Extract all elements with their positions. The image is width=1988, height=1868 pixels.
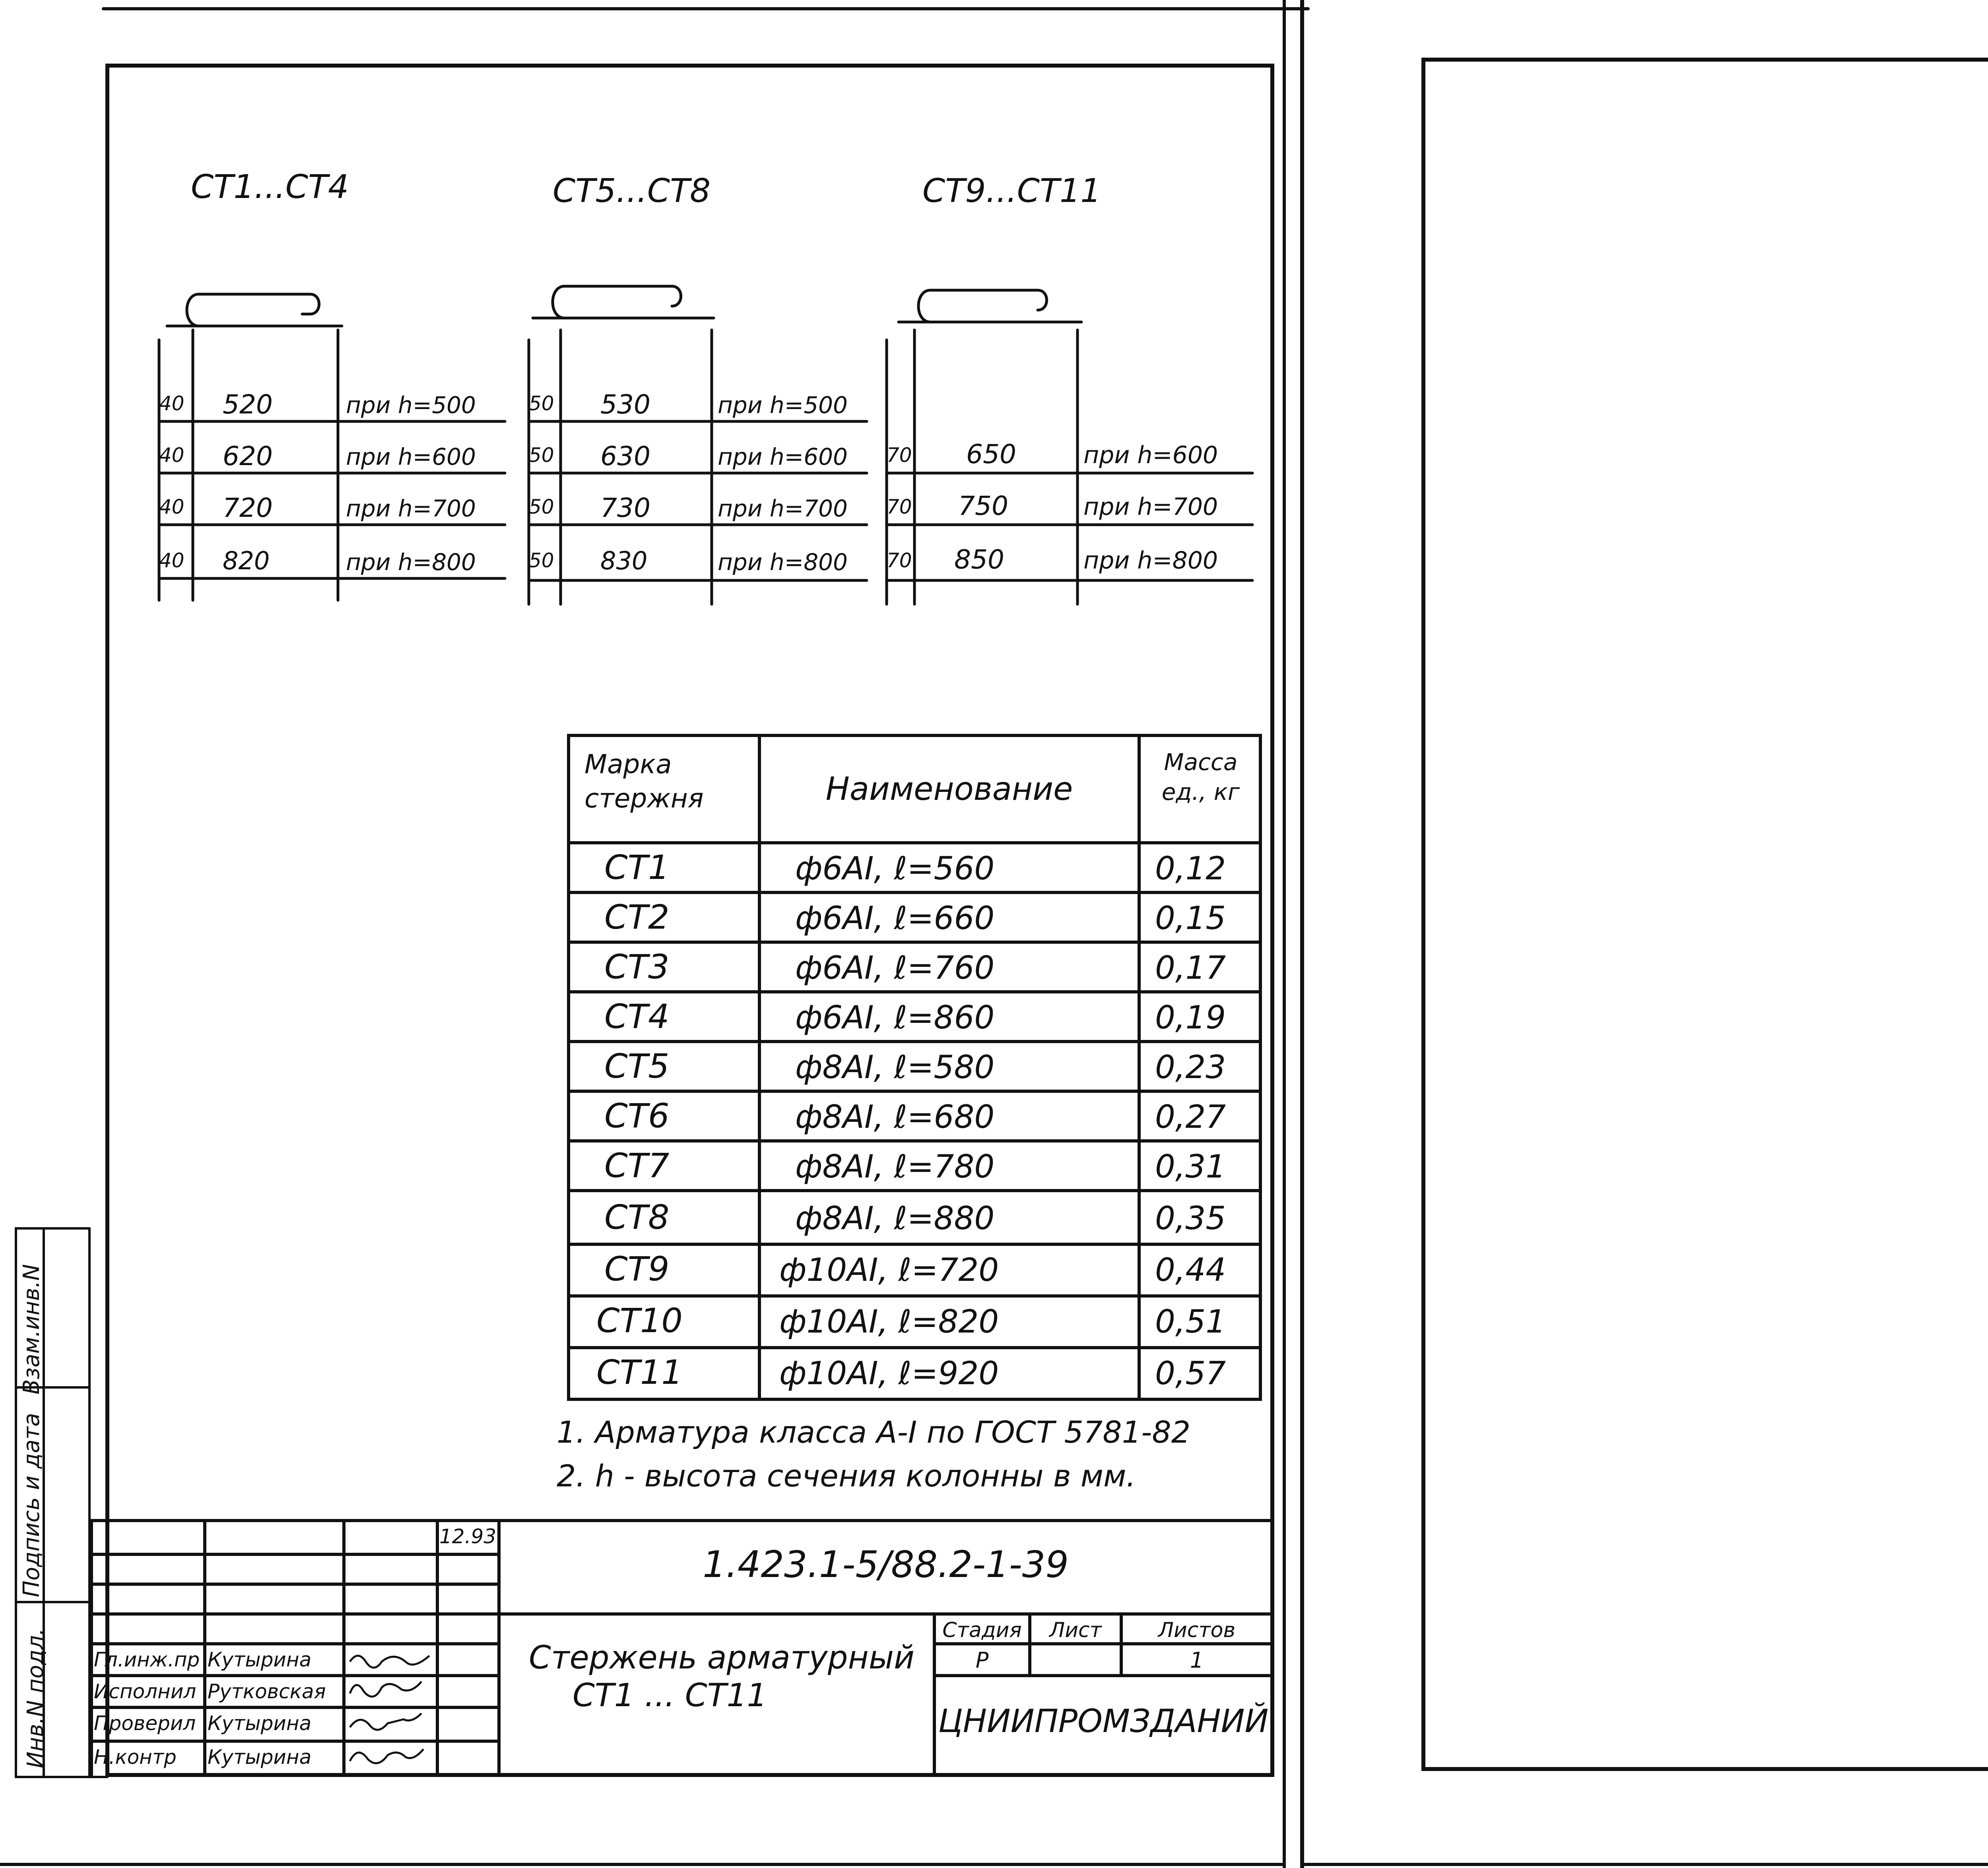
- spec-row-8-mark: СТ8: [604, 1198, 670, 1237]
- spec-row-9-name: ф10АI, ℓ=720: [779, 1251, 999, 1288]
- sketch-1-row-2-length: 620: [223, 441, 273, 471]
- sketch-2-row-4-length: 830: [600, 546, 648, 575]
- sketch-2-row-3-note: при h=700: [718, 495, 848, 522]
- spec-row-6-mass: 0,27: [1155, 1098, 1226, 1135]
- spec-row-9-mass: 0,44: [1155, 1251, 1226, 1288]
- spec-row-8-name: ф8АI, ℓ=880: [795, 1200, 995, 1237]
- spec-row-5-name: ф8АI, ℓ=580: [795, 1049, 995, 1086]
- sketch-3-row-3-note: при h=800: [1083, 547, 1218, 574]
- spec-row-7-name: ф8АI, ℓ=780: [795, 1148, 995, 1185]
- sketch-3-row-1-hook: 70: [887, 444, 912, 467]
- side-stamp-sign-date: Подпись и дата: [19, 1413, 45, 1597]
- spec-row-11-mass: 0,57: [1155, 1355, 1226, 1392]
- sketch-2-row-2-note: при h=600: [718, 443, 848, 470]
- sketch-1-row-1-note: при h=500: [346, 392, 476, 419]
- sketch-2-row-4-note: при h=800: [718, 549, 848, 576]
- sketch-1-row-4-note: при h=800: [346, 549, 476, 576]
- side-stamp-vzam-inv: Взам.инв.N: [19, 1264, 45, 1395]
- spec-header-mass: Масса ед., кг: [1161, 749, 1240, 806]
- spec-row-2-name: ф6АI, ℓ=660: [795, 900, 995, 937]
- spec-row-5-mark: СТ5: [604, 1047, 670, 1086]
- note-2: 2. h - высота сечения колонны в мм.: [557, 1458, 1136, 1494]
- sketch-3-row-2-length: 750: [958, 491, 1008, 521]
- spec-row-9-mark: СТ9: [604, 1249, 670, 1288]
- sketch-1-row-4-hook: 40: [159, 549, 184, 572]
- side-stamp-inv-podl: Инв.N подл.: [23, 1628, 49, 1768]
- spec-row-1-mark: СТ1: [604, 848, 670, 887]
- sketch-1-row-3-length: 720: [223, 493, 273, 523]
- spec-row-10-name: ф10АI, ℓ=820: [779, 1303, 999, 1340]
- sketch-1-row-3-note: при h=700: [346, 495, 476, 522]
- sketch-2-row-4-hook: 50: [529, 549, 554, 572]
- title-block-sheet-label: Лист: [1049, 1618, 1102, 1642]
- spec-header-name: Наименование: [825, 770, 1073, 807]
- sketch-1-row-1-length: 520: [223, 389, 273, 420]
- spec-row-3-name: ф6АI, ℓ=760: [795, 949, 995, 986]
- spec-row-3-mass: 0,17: [1155, 949, 1226, 986]
- title-block-date: 12.93: [439, 1525, 497, 1548]
- spec-row-10-mark: СТ10: [596, 1301, 683, 1340]
- spec-row-6-name: ф8АI, ℓ=680: [795, 1098, 995, 1135]
- sketch-1-row-4-length: 820: [223, 546, 270, 575]
- title-block-role-2: Исполнил: [94, 1680, 196, 1703]
- sketch-3-row-3-hook: 70: [887, 549, 912, 572]
- title-block-name-1: Кутырина: [208, 1648, 312, 1671]
- sketch-1-title: СТ1...СТ4: [191, 168, 349, 206]
- title-block-title-line2: СТ1 ... СТ11: [573, 1677, 767, 1714]
- sketch-2-row-1-note: при h=500: [718, 392, 848, 419]
- spec-row-4-mass: 0,19: [1155, 999, 1226, 1036]
- sketch-2-row-3-hook: 50: [529, 495, 554, 518]
- title-block-name-2: Рутковская: [208, 1680, 326, 1703]
- sketch-1-row-1-hook: 40: [159, 392, 184, 415]
- title-block-role-1: Гл.инж.пр: [94, 1648, 200, 1671]
- spec-row-2-mark: СТ2: [604, 898, 670, 937]
- spec-row-10-mass: 0,51: [1155, 1303, 1226, 1340]
- spec-row-11-name: ф10АI, ℓ=920: [779, 1355, 999, 1392]
- sketch-2-row-3-length: 730: [600, 493, 650, 523]
- sketch-2-row-1-length: 530: [600, 389, 650, 420]
- title-block-organization: ЦНИИПРОМЗДАНИЙ: [938, 1703, 1269, 1740]
- title-block-stage-value: Р: [975, 1648, 989, 1673]
- sketch-2-row-2-length: 630: [600, 441, 650, 471]
- sketch-3-title: СТ9...СТ11: [922, 172, 1101, 210]
- note-1: 1. Арматура класса А-I по ГОСТ 5781-82: [557, 1414, 1191, 1450]
- spec-header-mark: Марка стержня: [584, 749, 704, 814]
- spec-row-1-name: ф6АI, ℓ=560: [795, 850, 995, 887]
- spec-row-8-mass: 0,35: [1155, 1200, 1226, 1237]
- sketch-3-row-2-hook: 70: [887, 495, 912, 518]
- sketch-2-title: СТ5...СТ8: [553, 172, 711, 210]
- title-block-sheets-label: Листов: [1158, 1618, 1236, 1642]
- sketch-1-row-2-hook: 40: [159, 444, 184, 467]
- title-block-sheets-value: 1: [1190, 1648, 1204, 1673]
- spec-row-3-mark: СТ3: [604, 947, 670, 986]
- spec-row-2-mass: 0,15: [1155, 900, 1226, 937]
- spec-row-11-mark: СТ11: [596, 1353, 683, 1392]
- title-block-name-3: Кутырина: [208, 1712, 312, 1735]
- spec-row-6-mark: СТ6: [604, 1096, 670, 1135]
- sketch-3-row-1-length: 650: [966, 439, 1016, 469]
- sketch-3-row-2-note: при h=700: [1083, 493, 1218, 521]
- title-block-name-4: Кутырина: [208, 1746, 312, 1769]
- sketch-2-row-1-hook: 50: [529, 392, 554, 415]
- spec-row-4-mark: СТ4: [604, 997, 670, 1036]
- title-block-stage-label: Стадия: [942, 1618, 1022, 1642]
- spec-row-1-mass: 0,12: [1155, 850, 1226, 887]
- spec-row-4-name: ф6АI, ℓ=860: [795, 999, 995, 1036]
- title-block-role-3: Проверил: [94, 1712, 196, 1735]
- title-block-title-line1: Стержень арматурный: [529, 1639, 914, 1676]
- spec-row-7-mark: СТ7: [604, 1146, 670, 1185]
- spec-row-5-mass: 0,23: [1155, 1049, 1226, 1086]
- title-block-designation: 1.423.1-5/88.2-1-39: [703, 1543, 1069, 1586]
- sketch-2-row-2-hook: 50: [529, 444, 554, 467]
- spec-row-7-mass: 0,31: [1155, 1148, 1226, 1185]
- sketch-1-row-2-note: при h=600: [346, 443, 476, 470]
- sketch-1-row-3-hook: 40: [159, 495, 184, 518]
- title-block-role-4: Н.контр: [94, 1746, 177, 1769]
- sketch-3-row-3-length: 850: [954, 544, 1004, 575]
- sketch-3-row-1-note: при h=600: [1083, 441, 1218, 469]
